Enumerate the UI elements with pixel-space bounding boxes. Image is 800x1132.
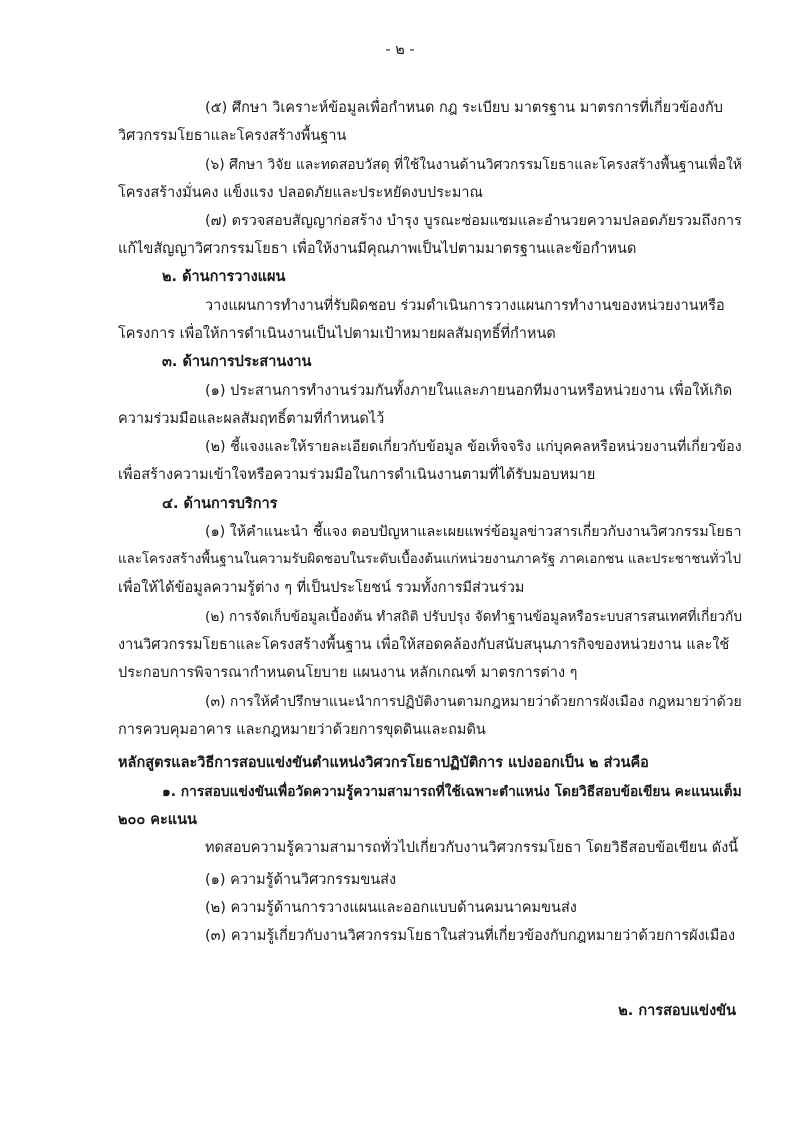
exam-title: หลักสูตรและวิธีการสอบแข่งขันตำแหน่งวิศวกรโยธาปฏิบัติการ แบ่งออกเป็น ๒ ส่วนคือ <box>118 755 649 771</box>
planning-heading: ๒. ด้านการวางแผน <box>162 269 286 285</box>
service-item-1-line-2: และโครงสร้างพื้นฐานในความรับผิดชอบในระดับเบื้องต้นแก่หน่วยงานภาครัฐ ภาคเอกชน และประชาชนทั่วไป <box>118 552 742 567</box>
duty-item-7-line-2: แก้ไขสัญญาวิศวกรรมโยธา เพื่อให้งานมีคุณภาพเป็นไปตามมาตรฐานและข้อกำหนด <box>118 241 637 257</box>
service-item-3-line-2: การควบคุมอาคาร และกฎหมายว่าด้วยการขุดดินและถมดิน <box>118 722 486 738</box>
coordination-item-2-line-2: เพื่อสร้างความเข้าใจหรือความร่วมมือในการดำเนินงานตามที่ได้รับมอบหมาย <box>118 467 596 483</box>
exam-topic-1: (๑) ความรู้ด้านวิศวกรรมขนส่ง <box>205 872 397 888</box>
planning-line-2: โครงการ เพื่อให้การดำเนินงานเป็นไปตามเป้าหมายผลสัมฤทธิ์ที่กำหนด <box>118 326 556 342</box>
page-number: - ๒ - <box>385 42 415 58</box>
exam-topic-3: (๓) ความรู้เกี่ยวกับงานวิศวกรรมโยธาในส่วนที่เกี่ยวข้องกับกฎหมายว่าด้วยการผังเมือง <box>205 928 736 944</box>
exam-intro: ทดสอบความรู้ความสามารถทั่วไปเกี่ยวกับงานวิศวกรรมโยธา โดยวิธีสอบข้อเขียน ดังนี้ <box>205 840 739 856</box>
service-heading: ๔. ด้านการบริการ <box>162 496 278 512</box>
service-item-1-line-1: (๑) ให้คำแนะนำ ชี้แจง ตอบปัญหาและเผยแพร่ข้อมูลข่าวสารเกี่ยวกับงานวิศวกรรมโยธา <box>205 524 742 540</box>
duty-item-5-line-1: (๕) ศึกษา วิเคราะห์ข้อมูลเพื่อกำหนด กฎ ระเบียบ มาตรฐาน มาตรการที่เกี่ยวข้องกับ <box>205 100 723 116</box>
exam-part-1-line-1: ๑. การสอบแข่งขันเพื่อวัดความรู้ความสามารถที่ใช้เฉพาะตำแหน่ง โดยวิธีสอบข้อเขียน คะแนนเต็ม <box>162 784 742 800</box>
coordination-item-1-line-1: (๑) ประสานการทำงานร่วมกันทั้งภายในและภายนอกทีมงานหรือหน่วยงาน เพื่อให้เกิด <box>205 383 733 399</box>
planning-line-1: วางแผนการทำงานที่รับผิดชอบ ร่วมดำเนินการวางแผนการทำงานของหน่วยงานหรือ <box>205 298 725 314</box>
service-item-1-line-3: เพื่อให้ได้ข้อมูลความรู้ต่าง ๆ ที่เป็นประโยชน์ รวมทั้งการมีส่วนร่วม <box>118 580 525 596</box>
service-item-2-line-1: (๒) การจัดเก็บข้อมูลเบื้องต้น ทำสถิติ ปรับปรุง จัดทำฐานข้อมูลหรือระบบสารสนเทศที่เกี่ยวกับ <box>205 609 742 625</box>
exam-topic-2: (๒) ความรู้ด้านการวางแผนและออกแบบด้านคมนาคมขนส่ง <box>205 900 577 916</box>
exam-part-2-continued: ๒. การสอบแข่งขัน <box>618 1003 736 1019</box>
service-item-2-line-2: งานวิศวกรรมโยธาและโครงสร้างพื้นฐาน เพื่อให้สอดคล้องกับสนับสนุนภารกิจของหน่วยงาน และใช้ <box>118 637 730 653</box>
coordination-item-1-line-2: ความร่วมมือและผลสัมฤทธิ์ตามที่กำหนดไว้ <box>118 411 385 427</box>
service-item-2-line-3: ประกอบการพิจารณากำหนดนโยบาย แผนงาน หลักเกณฑ์ มาตรการต่าง ๆ <box>118 665 578 681</box>
exam-part-1-line-2: ๒๐๐ คะแนน <box>118 812 197 828</box>
coordination-heading: ๓. ด้านการประสานงาน <box>162 354 312 370</box>
duty-item-6-line-1: (๖) ศึกษา วิจัย และทดสอบวัสดุ ที่ใช้ในงานด้านวิศวกรรมโยธาและโครงสร้างพื้นฐานเพื่อให้ <box>205 157 742 173</box>
service-item-3-line-1: (๓) การให้คำปรึกษาแนะนำการปฏิบัติงานตามกฎหมายว่าด้วยการผังเมือง กฎหมายว่าด้วย <box>205 694 742 710</box>
duty-item-7-line-1: (๗) ตรวจสอบสัญญาก่อสร้าง บำรุง บูรณะซ่อมแซมและอำนวยความปลอดภัยรวมถึงการ <box>205 213 742 229</box>
duty-item-6-line-2: โครงสร้างมั่นคง แข็งแรง ปลอดภัยและประหยัดงบประมาณ <box>118 185 483 201</box>
coordination-item-2-line-1: (๒) ชี้แจงและให้รายละเอียดเกี่ยวกับข้อมูล ข้อเท็จจริง แก่บุคคลหรือหน่วยงานที่เกี่ยวข้อง <box>205 439 742 455</box>
duty-item-5-line-2: วิศวกรรมโยธาและโครงสร้างพื้นฐาน <box>118 128 347 144</box>
